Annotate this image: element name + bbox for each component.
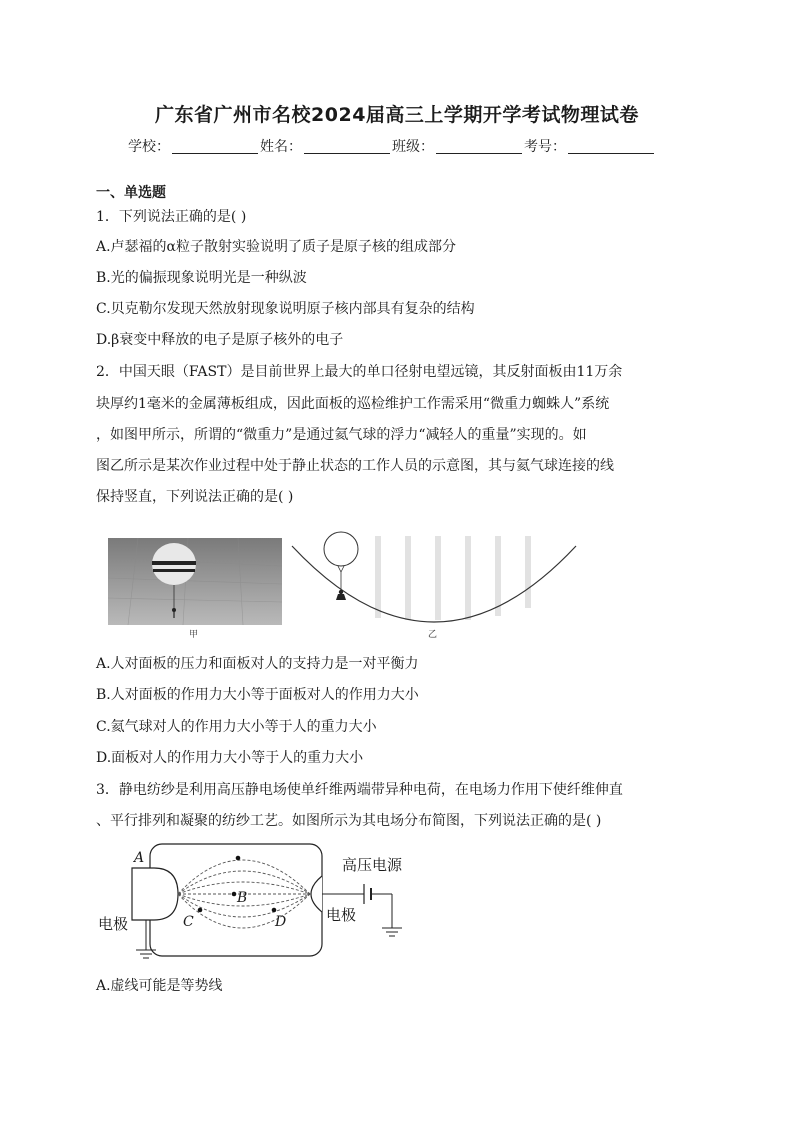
figure-caption-yi: 乙 xyxy=(428,630,438,640)
student-info-row xyxy=(128,136,656,156)
q3-stem-line: 、平行排列和凝聚的纺纱工艺。如图所示为其电场分布简图，下列说法正确的是( ) xyxy=(96,813,602,829)
q1-option-a: A.卢瑟福的α粒子散射实验说明了质子是原子核的组成部分 xyxy=(96,239,457,255)
q2-stem-line: ，如图甲所示，所谓的“微重力”是通过氦气球的浮力“减轻人的重量”实现的。如 xyxy=(96,427,587,443)
q2-option-c: C.氦气球对人的作用力大小等于人的重力大小 xyxy=(96,719,377,735)
right-electrode-label: 电极 xyxy=(326,906,357,924)
point-a-label: A xyxy=(134,850,145,866)
section-title: 一、单选题 xyxy=(96,185,166,201)
q3-stem-line: 3．静电纺纱是利用高压静电场使单纤维两端带异种电荷，在电场力作用下使纤维伸直 xyxy=(96,782,623,798)
left-electrode xyxy=(132,868,178,920)
right-electrode xyxy=(311,876,322,912)
q1-stem: 1．下列说法正确的是( ) xyxy=(96,209,247,225)
balloon-shape xyxy=(324,532,358,566)
q2-stem-line: 块厚约1毫米的金属薄板组成，因此面板的巡检维护工作需采用“微重力蜘蛛人”系统 xyxy=(96,396,610,412)
point-b-label: B xyxy=(237,890,248,906)
q2-stem-line: 图乙所示是某次作业过程中处于静止状态的工作人员的示意图，其与氦气球连接的线 xyxy=(96,458,614,474)
q2-option-d: D.面板对人的作用力大小等于人的重力大小 xyxy=(96,750,364,766)
left-electrode-label: 电极 xyxy=(98,915,129,933)
q1-option-b: B.光的偏振现象说明光是一种纵波 xyxy=(96,270,307,286)
q2-stem-line: 2．中国天眼（FAST）是目前世界上最大的单口径射电望远镜，其反射面板由11万余 xyxy=(96,364,623,380)
name-blank xyxy=(304,139,390,154)
exam-no-label: 考号： xyxy=(524,139,566,155)
class-label: 班级： xyxy=(392,139,434,155)
fast-balloon-photo xyxy=(108,538,282,625)
figure-caption-jia: 甲 xyxy=(189,630,199,640)
name-label: 姓名： xyxy=(260,139,302,155)
school-blank xyxy=(172,139,258,154)
q1-option-c: C.贝克勒尔发现天然放射现象说明原子核内部具有复杂的结构 xyxy=(96,301,475,317)
spherical-panel-diagram xyxy=(288,528,580,628)
exam-no-blank xyxy=(568,139,654,154)
page-title: 广东省广州市名校2024届高三上学期开学考试物理试卷 xyxy=(155,104,639,126)
q3-option-a: A.虚线可能是等势线 xyxy=(96,978,223,994)
q2-option-a: A.人对面板的压力和面板对人的支持力是一对平衡力 xyxy=(96,656,419,672)
point-c-label: C xyxy=(183,914,194,930)
point-d-label: D xyxy=(275,914,287,930)
q1-option-d: D.β衰变中释放的电子是原子核外的电子 xyxy=(96,332,344,348)
school-label: 学校： xyxy=(128,139,170,155)
class-blank xyxy=(436,139,522,154)
q2-option-b: B.人对面板的作用力大小等于面板对人的作用力大小 xyxy=(96,687,419,703)
q2-stem-line: 保持竖直，下列说法正确的是( ) xyxy=(96,489,294,505)
power-supply-label: 高压电源 xyxy=(342,856,403,874)
